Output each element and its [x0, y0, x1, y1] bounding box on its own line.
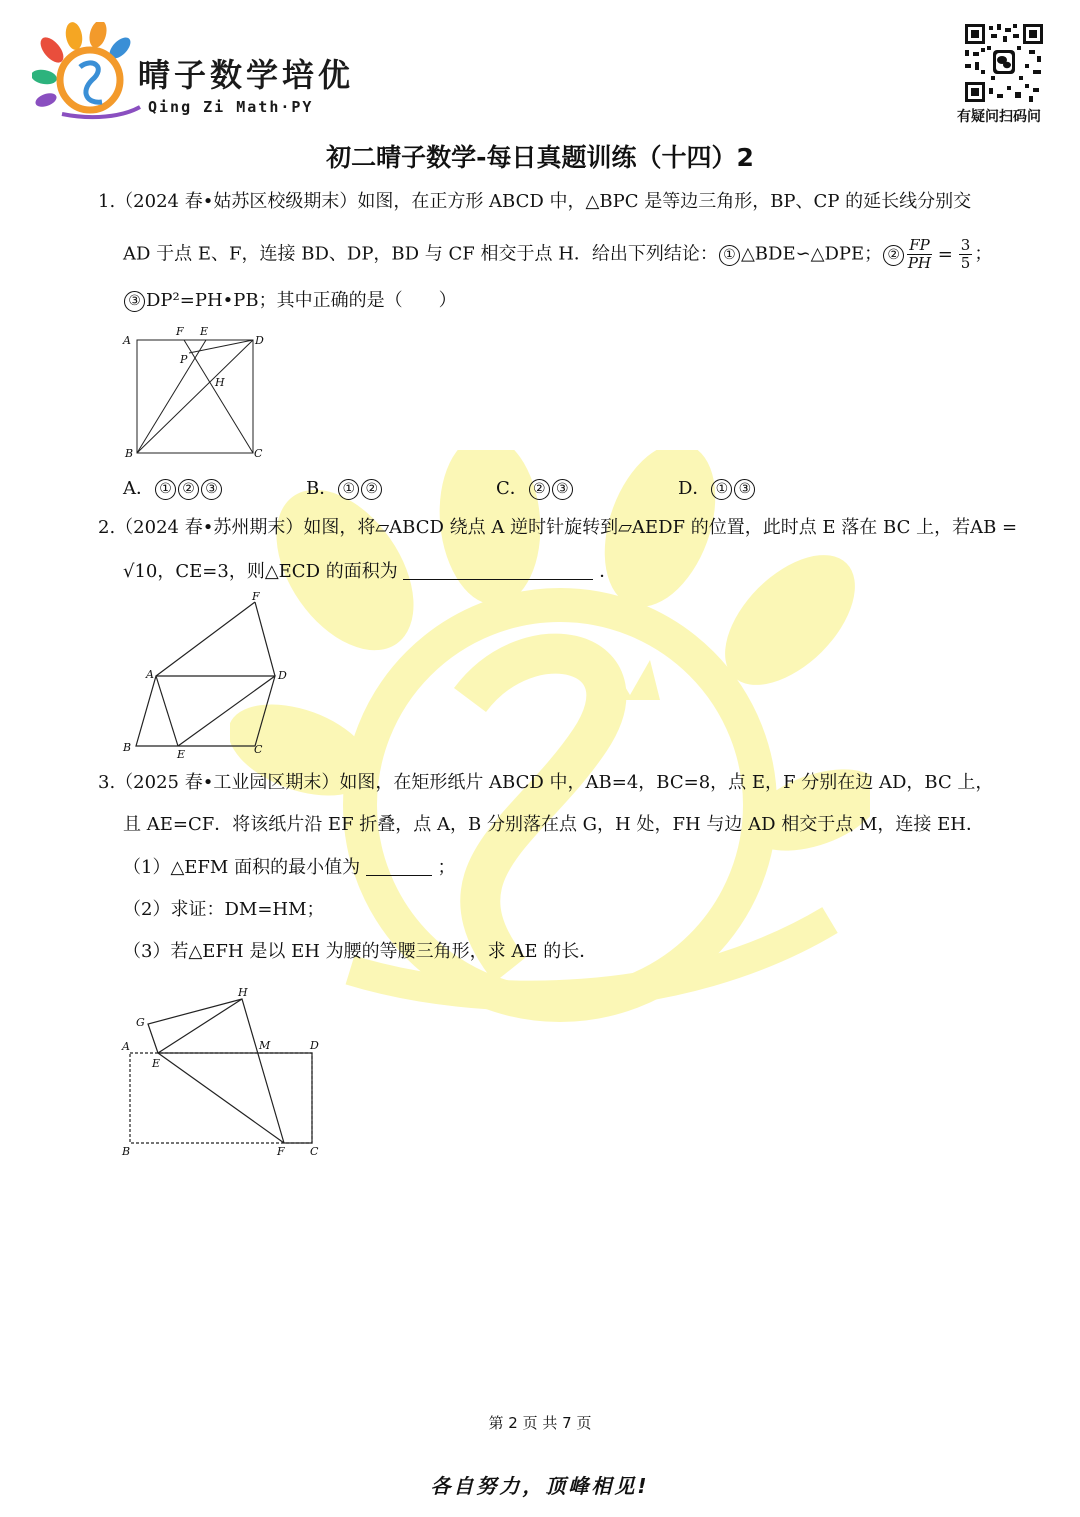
- q1-label-B: B: [125, 447, 134, 460]
- brand-name: 晴子数学培优: [138, 56, 355, 94]
- q1-conclusion-1: △BDE∽△DPE；: [740, 243, 883, 265]
- q3-label-E: E: [152, 1057, 161, 1070]
- q1-line2: [123, 237, 992, 272]
- q2-label-A: A: [146, 668, 154, 681]
- q1-conclusion-3-marker: ③: [124, 291, 145, 312]
- q3-part1: [123, 855, 456, 881]
- q3-label-F: F: [277, 1145, 285, 1158]
- page-number: 第 2 页 共 7 页: [488, 1414, 592, 1432]
- q1-label-C: C: [254, 447, 263, 460]
- q1-fraction-fp-ph: $\frac{FP}{PH}$: [907, 236, 932, 272]
- q2-label-F: F: [252, 590, 260, 603]
- q2-line2-end: ．: [599, 561, 618, 582]
- q2-line2-text: √10，CE=3，则△ECD 的面积为: [123, 561, 398, 582]
- q3-label-D: D: [310, 1039, 319, 1052]
- q3-label-C: C: [310, 1145, 319, 1158]
- qr-code: [963, 22, 1045, 104]
- q2-line2: [123, 559, 617, 585]
- q3-line2: 且 AE=CF．将该纸片沿 EF 折叠，点 A，B 分别落在点 G，H 处，FH 与边 AD 相交于点 M，连接 EH．: [123, 814, 984, 835]
- q3-figure: [118, 982, 338, 1162]
- q2-label-B: B: [123, 741, 132, 754]
- q2-label-E: E: [177, 748, 186, 761]
- q3-label-M: M: [259, 1039, 271, 1052]
- q2-label-C: C: [254, 743, 263, 756]
- q1-figure: [120, 322, 270, 462]
- q1-option-a[interactable]: A． ① ② ③: [123, 474, 223, 500]
- qr-caption: 有疑问扫码问: [957, 109, 1041, 125]
- q1-line1: 1.（2024 春•姑苏区校级期末）如图，在正方形 ABCD 中，△BPC 是等边三角形，BP、CP 的延长线分别交: [98, 191, 972, 212]
- q1-equals: =: [937, 243, 953, 265]
- q3-label-B: B: [122, 1145, 131, 1158]
- q3-label-G: G: [136, 1016, 145, 1029]
- page-title: 初二晴子数学-每日真题训练（十四）2: [326, 143, 754, 172]
- q2-figure: [118, 588, 298, 763]
- q2-line1: 2.（2024 春•苏州期末）如图，将▱ABCD 绕点 A 逆时针旋转到▱AEDF 的位置，此时点 E 落在 BC 上，若AB =: [98, 517, 1018, 538]
- brand-name-en: Qing Zi Math·PY: [148, 98, 314, 116]
- q1-conclusion-1-marker: ①: [719, 245, 740, 266]
- q3-part1-text: （1）△EFM 面积的最小值为: [123, 857, 361, 878]
- q1-fraction-3-5: $\frac{3}{5}$: [960, 236, 971, 272]
- q3-line1: 3.（2025 春•工业园区期末）如图，在矩形纸片 ABCD 中，AB=4，BC=8，点 E，F 分别在边 AD，BC 上，: [98, 772, 994, 793]
- q2-answer-blank[interactable]: [403, 561, 593, 580]
- q1-option-d[interactable]: D． ① ③: [678, 474, 756, 500]
- q3-part2: （2）求证：DM=HM；: [123, 899, 325, 920]
- q1-line3: [123, 288, 457, 314]
- q1-option-b[interactable]: B． ① ②: [306, 474, 383, 500]
- q1-semicolon: ；: [974, 243, 993, 265]
- q2-label-D: D: [278, 669, 287, 682]
- q3-label-H: H: [238, 986, 248, 999]
- q1-label-P: P: [180, 353, 188, 366]
- brand-logo-icon: [32, 22, 142, 122]
- q1-label-F: F: [176, 325, 184, 338]
- q1-option-c[interactable]: C． ② ③: [496, 474, 574, 500]
- q1-line2-text: AD 于点 E、F，连接 BD、DP，BD 与 CF 相交于点 H．给出下列结论：: [123, 243, 718, 265]
- q1-conclusion-2-marker: ②: [883, 245, 904, 266]
- q3-part3: （3）若△EFH 是以 EH 为腰的等腰三角形，求 AE 的长．: [123, 941, 598, 962]
- q3-answer-blank[interactable]: [366, 857, 432, 876]
- q1-label-D: D: [255, 334, 264, 347]
- q3-label-A: A: [122, 1040, 130, 1053]
- q1-label-H: H: [215, 376, 225, 389]
- footer-slogan: 各自努力，顶峰相见!: [430, 1474, 650, 1498]
- q1-conclusion-3: DP²=PH•PB；其中正确的是（ ）: [146, 290, 457, 311]
- q1-label-E: E: [200, 325, 209, 338]
- q1-label-A: A: [123, 334, 131, 347]
- q3-part1-end: ；: [437, 857, 456, 878]
